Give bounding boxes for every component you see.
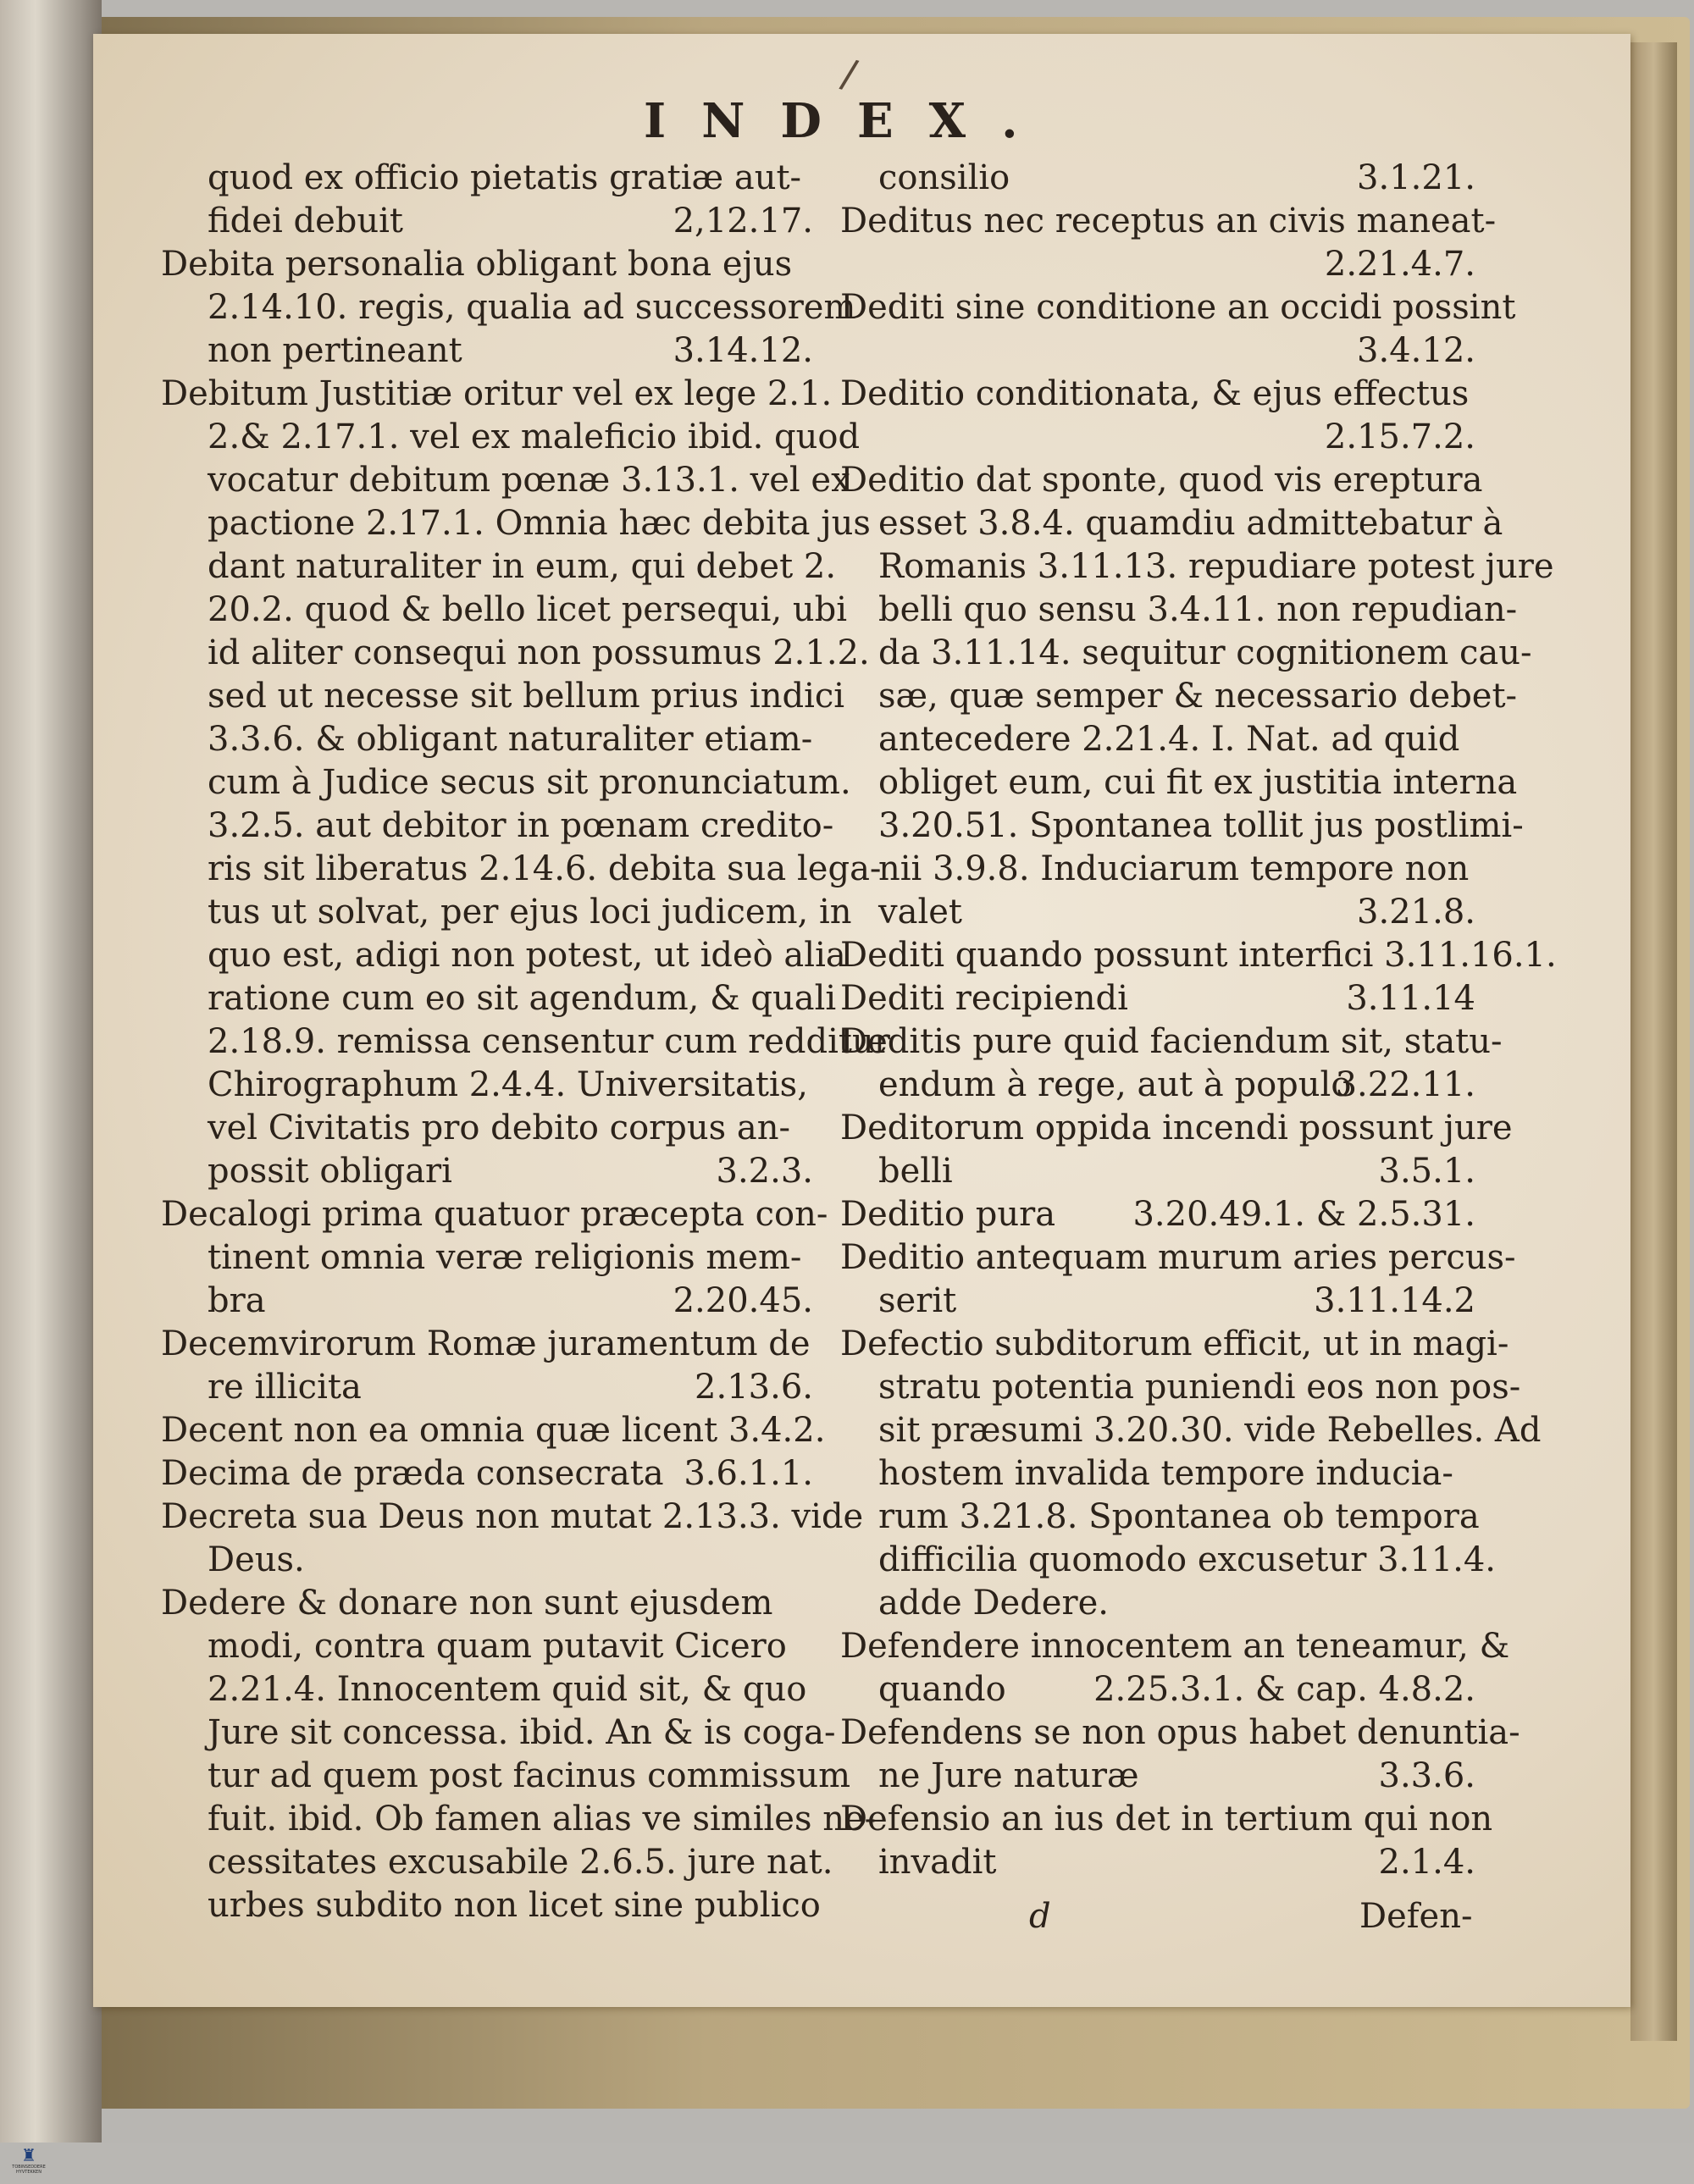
index-entry-line <box>840 373 1475 416</box>
entry-text: 2.& 2.17.1. vel ex maleficio ibid. quod <box>208 417 861 456</box>
index-entry-line <box>840 1107 1513 1150</box>
index-entry-line <box>161 1884 821 1927</box>
entry-text: antecedere 2.21.4. I. Nat. ad quid <box>878 720 1460 759</box>
index-entry-line <box>161 1323 813 1366</box>
index-entry-line <box>161 589 848 632</box>
entry-text: possit obligari <box>208 1152 452 1191</box>
index-entry-line <box>161 632 870 675</box>
entry-reference: 2.20.45. <box>673 1281 813 1320</box>
index-entry-line <box>161 1280 813 1323</box>
entry-text: fuit. ibid. Ob famen alias ve similes ne- <box>208 1800 877 1838</box>
entry-text: Deditio antequam murum aries percus- <box>840 1238 1516 1277</box>
index-entry-line <box>161 416 861 459</box>
index-entry-line <box>840 1150 1475 1193</box>
library-logo-line2: HYVTEKKEN <box>16 2170 42 2175</box>
index-entry-line <box>840 1366 1521 1409</box>
entry-text: Deus. <box>208 1540 305 1579</box>
entry-text: Decent non ea omnia quæ licent 3.4.2. <box>161 1411 826 1450</box>
index-entry-line <box>840 1798 1493 1841</box>
index-entry-line <box>161 1020 890 1064</box>
index-entry-line <box>161 1107 813 1150</box>
index-entry-line <box>840 675 1518 718</box>
index-entry-line <box>161 200 813 243</box>
index-entry-line <box>840 1755 1475 1798</box>
entry-text: belli quo sensu 3.4.11. non repudian- <box>878 590 1518 629</box>
entry-text: sæ, quæ semper & necessario debet- <box>878 677 1518 716</box>
entry-text: Deditio dat sponte, quod vis ereptura <box>840 461 1483 500</box>
entry-text: urbes subdito non licet sine publico <box>208 1886 821 1925</box>
book-spine <box>0 0 102 2143</box>
entry-text: nii 3.9.8. Induciarum tempore non <box>878 849 1470 888</box>
entry-text: tur ad quem post facinus commissum <box>208 1756 851 1795</box>
entry-text: bra <box>208 1281 266 1320</box>
index-entry-line <box>840 286 1516 329</box>
index-entry-line <box>161 373 833 416</box>
entry-text: quando <box>878 1670 1006 1709</box>
entry-reference: 2.21.4.7. <box>1324 245 1475 284</box>
entry-text: dant naturaliter in eum, qui debet 2. <box>208 547 837 586</box>
entry-text: Dediti sine conditione an occidi possint <box>840 288 1516 327</box>
entry-text: 2.18.9. remissa censentur cum redditur <box>208 1022 890 1061</box>
index-entry-line <box>161 243 813 286</box>
index-entry-line <box>840 718 1475 761</box>
entry-text: cum à Judice secus sit pronunciatum. <box>208 763 851 802</box>
index-entry-line <box>840 545 1554 589</box>
entry-reference: 3.14.12. <box>673 331 813 370</box>
entry-text: 2.14.10. regis, qualia ad successorem <box>208 288 856 327</box>
entry-text: endum à rege, aut à populo <box>878 1065 1352 1104</box>
entry-text: Decemvirorum Romæ juramentum de <box>161 1324 811 1363</box>
entry-text: Defectio subditorum efficit, ut in magi- <box>840 1324 1509 1363</box>
index-entry-line <box>161 1193 828 1236</box>
index-entry-line <box>840 416 1475 459</box>
page-edge <box>1630 42 1677 2041</box>
index-entry-line <box>161 329 813 373</box>
entry-reference: 3.6.1.1. <box>684 1454 813 1493</box>
entry-text: vocatur debitum pœnæ 3.13.1. vel ex <box>208 461 850 500</box>
index-entry-line <box>840 1193 1475 1236</box>
viewer-bottom-bar <box>0 2143 1694 2184</box>
entry-reference: 3.5.1. <box>1378 1152 1475 1191</box>
index-entry-line <box>840 459 1483 502</box>
index-entry-line <box>161 1409 826 1452</box>
index-entry-line <box>161 804 834 848</box>
index-entry-line <box>840 632 1532 675</box>
index-entry-line <box>161 934 846 977</box>
index-entry-line <box>161 848 882 891</box>
index-entry-line <box>161 1496 864 1539</box>
entry-text: hostem invalida tempore induciа- <box>878 1454 1453 1493</box>
index-entry-line <box>840 1323 1509 1366</box>
entry-text: Defendens se non opus habet denuntia- <box>840 1713 1520 1752</box>
entry-reference: 2.15.7.2. <box>1324 417 1475 456</box>
index-entry-line <box>161 1366 813 1409</box>
index-entry-line <box>840 891 1475 934</box>
index-entry-line <box>161 718 813 761</box>
index-entry-line <box>161 459 850 502</box>
index-entry-line <box>840 934 1557 977</box>
index-entry-line <box>840 589 1518 632</box>
entry-reference: 3.2.3. <box>716 1152 813 1191</box>
index-entry-line <box>161 286 856 329</box>
index-entry-line <box>161 1150 813 1193</box>
index-entry-line <box>161 1625 813 1668</box>
entry-text: esset 3.8.4. quamdiu admittebatur à <box>878 504 1503 543</box>
index-entry-line <box>161 1755 851 1798</box>
entry-text: sed ut necesse sit bellum prius indici <box>208 677 845 716</box>
index-entry-line <box>840 1539 1497 1582</box>
index-entry-line <box>161 157 813 200</box>
entry-reference: 3.11.14 <box>1346 979 1475 1018</box>
index-entry-line <box>161 545 837 589</box>
handwritten-mark: / <box>837 49 861 98</box>
entry-text: Jure sit concessa. ibid. An & is coga- <box>208 1713 836 1752</box>
entry-text: Decalogi prima quatuor præcepta con- <box>161 1195 828 1234</box>
entry-text: ne Jure naturæ <box>878 1756 1139 1795</box>
index-entry-line <box>161 1539 813 1582</box>
entry-text: id aliter consequi non possumus 2.1.2. <box>208 633 870 672</box>
entry-text: tus ut solvat, per ejus loci judicem, in <box>208 893 852 932</box>
entry-text: Romanis 3.11.13. repudiare potest jure <box>878 547 1554 586</box>
index-entry-line <box>161 1841 833 1884</box>
index-entry-line <box>161 761 851 804</box>
entry-text: Dediti quando possunt interfici 3.11.16.1. <box>840 936 1557 975</box>
entry-text: modi, contra quam putavit Cicero <box>208 1627 787 1666</box>
index-entry-line <box>161 502 871 545</box>
library-logo <box>12 2146 46 2180</box>
entry-text: Debitum Justitiæ oritur vel ex lege 2.1. <box>161 374 833 413</box>
entry-text: re illicita <box>208 1368 362 1407</box>
library-logo-line1: TOBINSEDDERE <box>12 2165 46 2170</box>
entry-text: obliget eum, cui fit ex justitia interna <box>878 763 1518 802</box>
entry-reference: 3.11.14.2 <box>1314 1281 1475 1320</box>
entry-text: fidei debuit <box>208 202 403 241</box>
entry-reference: 3.1.21. <box>1357 158 1475 197</box>
index-entry-line <box>840 1409 1542 1452</box>
index-entry-line <box>840 1280 1475 1323</box>
index-entry-line <box>161 1711 836 1755</box>
entry-text: rum 3.21.8. Spontanea ob tempora <box>878 1497 1480 1536</box>
index-entry-line <box>161 1582 813 1625</box>
index-entry-line <box>840 200 1497 243</box>
entry-text: Deditus nec receptus an civis maneat- <box>840 202 1497 241</box>
entry-text: tinent omnia veræ religionis mem- <box>208 1238 802 1277</box>
index-entry-line <box>840 1236 1516 1280</box>
index-entry-line <box>840 1452 1475 1496</box>
entry-text: difficilia quomodo excusetur 3.11.4. <box>878 1540 1497 1579</box>
index-entry-line <box>840 1496 1480 1539</box>
entry-text: consilio <box>878 158 1010 197</box>
index-entry-line <box>161 1064 813 1107</box>
catchword: Defen- <box>1359 1897 1473 1936</box>
entry-reference: 3.22.11. <box>1335 1065 1475 1104</box>
index-entry-line <box>840 761 1518 804</box>
index-entry-line <box>161 1452 813 1496</box>
index-entry-line <box>840 977 1475 1020</box>
entry-reference: 2.25.3.1. & cap. 4.8.2. <box>1093 1670 1475 1709</box>
index-entry-line <box>161 675 845 718</box>
index-entry-line <box>161 891 852 934</box>
library-crest-icon: ♜ <box>21 2145 36 2165</box>
index-column-left <box>161 157 890 1927</box>
entry-text: Deditorum oppida incendi possunt jure <box>840 1109 1513 1147</box>
entry-reference: 2,12.17. <box>673 202 813 241</box>
entry-text: Defendere innocentem an teneamur, & <box>840 1627 1510 1666</box>
entry-text: da 3.11.14. sequitur cognitionem cau- <box>878 633 1532 672</box>
running-head: INDEX. <box>644 93 1054 149</box>
entry-text: Deditio conditionata, & ejus effectus <box>840 374 1470 413</box>
index-entry-line <box>840 1841 1475 1884</box>
entry-text: serit <box>878 1281 957 1320</box>
entry-text: 20.2. quod & bello licet persequi, ubi <box>208 590 848 629</box>
index-entry-line <box>840 1582 1475 1625</box>
index-entry-line <box>840 848 1475 891</box>
entry-text: sit præsumi 3.20.30. vide Rebelles. Ad <box>878 1411 1542 1450</box>
entry-text: adde Dedere. <box>878 1584 1109 1623</box>
entry-text: Decreta sua Deus non mutat 2.13.3. vide <box>161 1497 864 1536</box>
index-entry-line <box>840 1020 1503 1064</box>
index-entry-line <box>161 1668 813 1711</box>
entry-text: Chirographum 2.4.4. Universitatis, <box>208 1065 808 1104</box>
entry-text: belli <box>878 1152 953 1191</box>
signature-mark: d <box>1029 1897 1051 1936</box>
index-entry-line <box>840 1625 1510 1668</box>
index-entry-line <box>840 1064 1475 1107</box>
index-entry-line <box>840 502 1503 545</box>
index-column-right <box>840 157 1557 1884</box>
entry-text: non pertineant <box>208 331 462 370</box>
entry-text: cessitates excusabile 2.6.5. jure nat. <box>208 1843 833 1882</box>
entry-reference: 2.13.6. <box>695 1368 813 1407</box>
index-entry-line <box>161 977 837 1020</box>
entry-text: vel Civitatis pro debito corpus an- <box>208 1109 791 1147</box>
entry-text: valet <box>878 893 962 932</box>
index-entry-line <box>840 1711 1520 1755</box>
entry-text: 2.21.4. Innocentem quid sit, & quo <box>208 1670 807 1709</box>
entry-reference: 3.20.49.1. & 2.5.31. <box>1132 1195 1475 1234</box>
index-entry-line <box>840 157 1475 200</box>
index-entry-line <box>840 329 1475 373</box>
entry-text: pactione 2.17.1. Omnia hæc debita jus <box>208 504 871 543</box>
index-entry-line <box>840 243 1475 286</box>
index-entry-line <box>840 804 1524 848</box>
entry-text: stratu potentia puniendi eos non pos- <box>878 1368 1521 1407</box>
entry-text: invadit <box>878 1843 997 1882</box>
entry-text: ris sit liberatus 2.14.6. debita sua lega- <box>208 849 882 888</box>
entry-reference: 3.3.6. <box>1378 1756 1475 1795</box>
entry-text: Deditio pura <box>840 1195 1056 1234</box>
entry-text: quod ex officio pietatis gratiæ aut- <box>208 158 802 197</box>
entry-text: Dediti recipiendi <box>840 979 1128 1018</box>
index-entry-line <box>161 1236 813 1280</box>
entry-text: ratione cum eo sit agendum, & quali <box>208 979 837 1018</box>
entry-text: quo est, adigi non potest, ut ideò alia <box>208 936 846 975</box>
index-entry-line <box>161 1798 877 1841</box>
entry-text: Deditis pure quid faciendum sit, statu- <box>840 1022 1503 1061</box>
entry-reference: 3.4.12. <box>1357 331 1475 370</box>
entry-text: Defensio an ius det in tertium qui non <box>840 1800 1493 1838</box>
entry-text: 3.20.51. Spontanea tollit jus postlimi- <box>878 806 1524 845</box>
entry-reference: 3.21.8. <box>1357 893 1475 932</box>
entry-text: Dedere & donare non sunt ejusdem <box>161 1584 773 1623</box>
entry-text: Decima de præda consecrata <box>161 1454 664 1493</box>
entry-text: Debita personalia obligant bona ejus <box>161 245 793 284</box>
index-entry-line <box>840 1668 1475 1711</box>
entry-text: 3.3.6. & obligant naturaliter etiam- <box>208 720 813 759</box>
entry-reference: 2.1.4. <box>1378 1843 1475 1882</box>
entry-text: 3.2.5. aut debitor in pœnam credito- <box>208 806 834 845</box>
